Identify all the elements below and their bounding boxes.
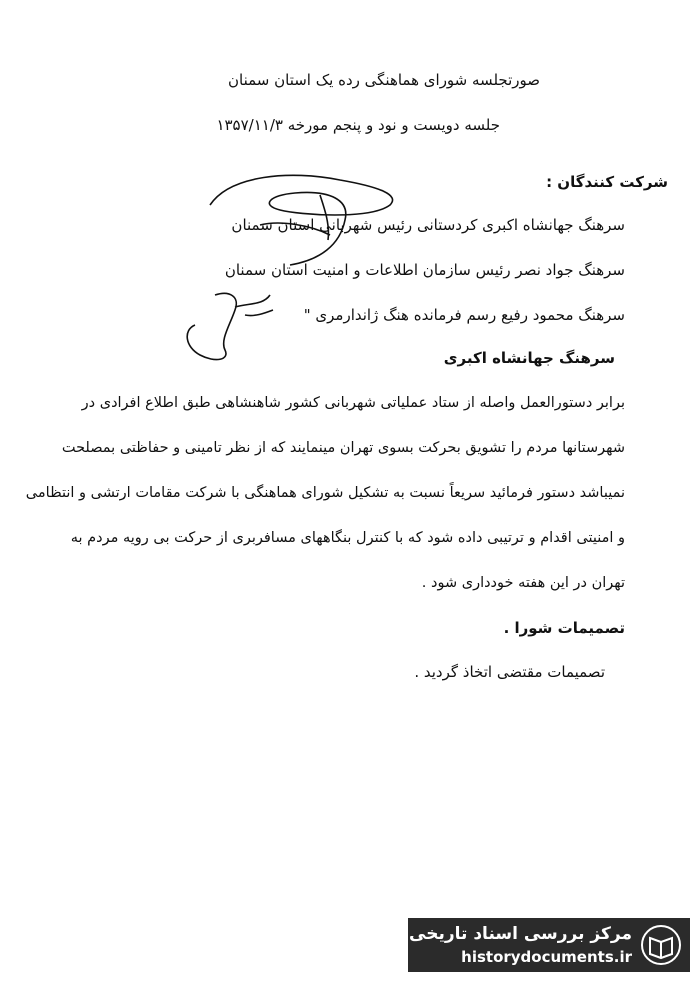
document-title: صورتجلسه شورای هماهنگی رده یک استان سمنان [227,71,540,89]
attendee-3: سرهنگ محمود رفیع رسم فرمانده هنگ ژاندارمری " [303,306,625,324]
archive-watermark [408,918,690,972]
speaker-name: سرهنگ جهانشاه اکبری [443,349,615,367]
signature-2 [175,285,285,365]
book-icon [640,924,682,966]
body-line: برابر دستورالعمل واصله از ستاد عملیاتی شهربانی کشور شاهنشاهی طبق اطلاع افرادی در [81,395,625,411]
body-line: و امنیتی اقدام و ترتیبی داده شود که با کنترل بنگاههای مسافربری از حرکت بی رویه مردم به [70,530,625,546]
signature-1 [200,165,430,275]
body-line: تهران در این هفته خودداری شود . [421,575,625,591]
body-line: نمیباشد دستور فرمائید سریعاً نسبت به تشکیل شورای هماهنگی با شرکت مقامات ارتشی و انتظامی [25,485,625,501]
body-line: شهرستانها مردم را تشویق بحرکت بسوی تهران مینمایند که از نظر تامینی و حفاظتی بمصلحت [61,440,625,456]
attendees-heading: شرکت کنندگان : [546,173,668,191]
attendee-2: سرهنگ جواد نصر رئیس سازمان اطلاعات و امنیت استان سمنان [224,261,625,279]
decisions-heading: تصمیمات شورا . [503,619,625,637]
archive-url: historydocuments.ir [461,948,632,966]
decision-text: تصمیمات مقتضی اتخاذ گردید . [414,663,605,681]
attendee-1: سرهنگ جهانشاه اکبری کردستانی رئیس شهربانی استان سمنان [231,216,625,234]
session-info: جلسه دویست و نود و پنجم مورخه ۱۳۵۷/۱۱/۳ [216,116,500,134]
archive-name: مرکز بررسی اسناد تاریخی [409,924,632,944]
